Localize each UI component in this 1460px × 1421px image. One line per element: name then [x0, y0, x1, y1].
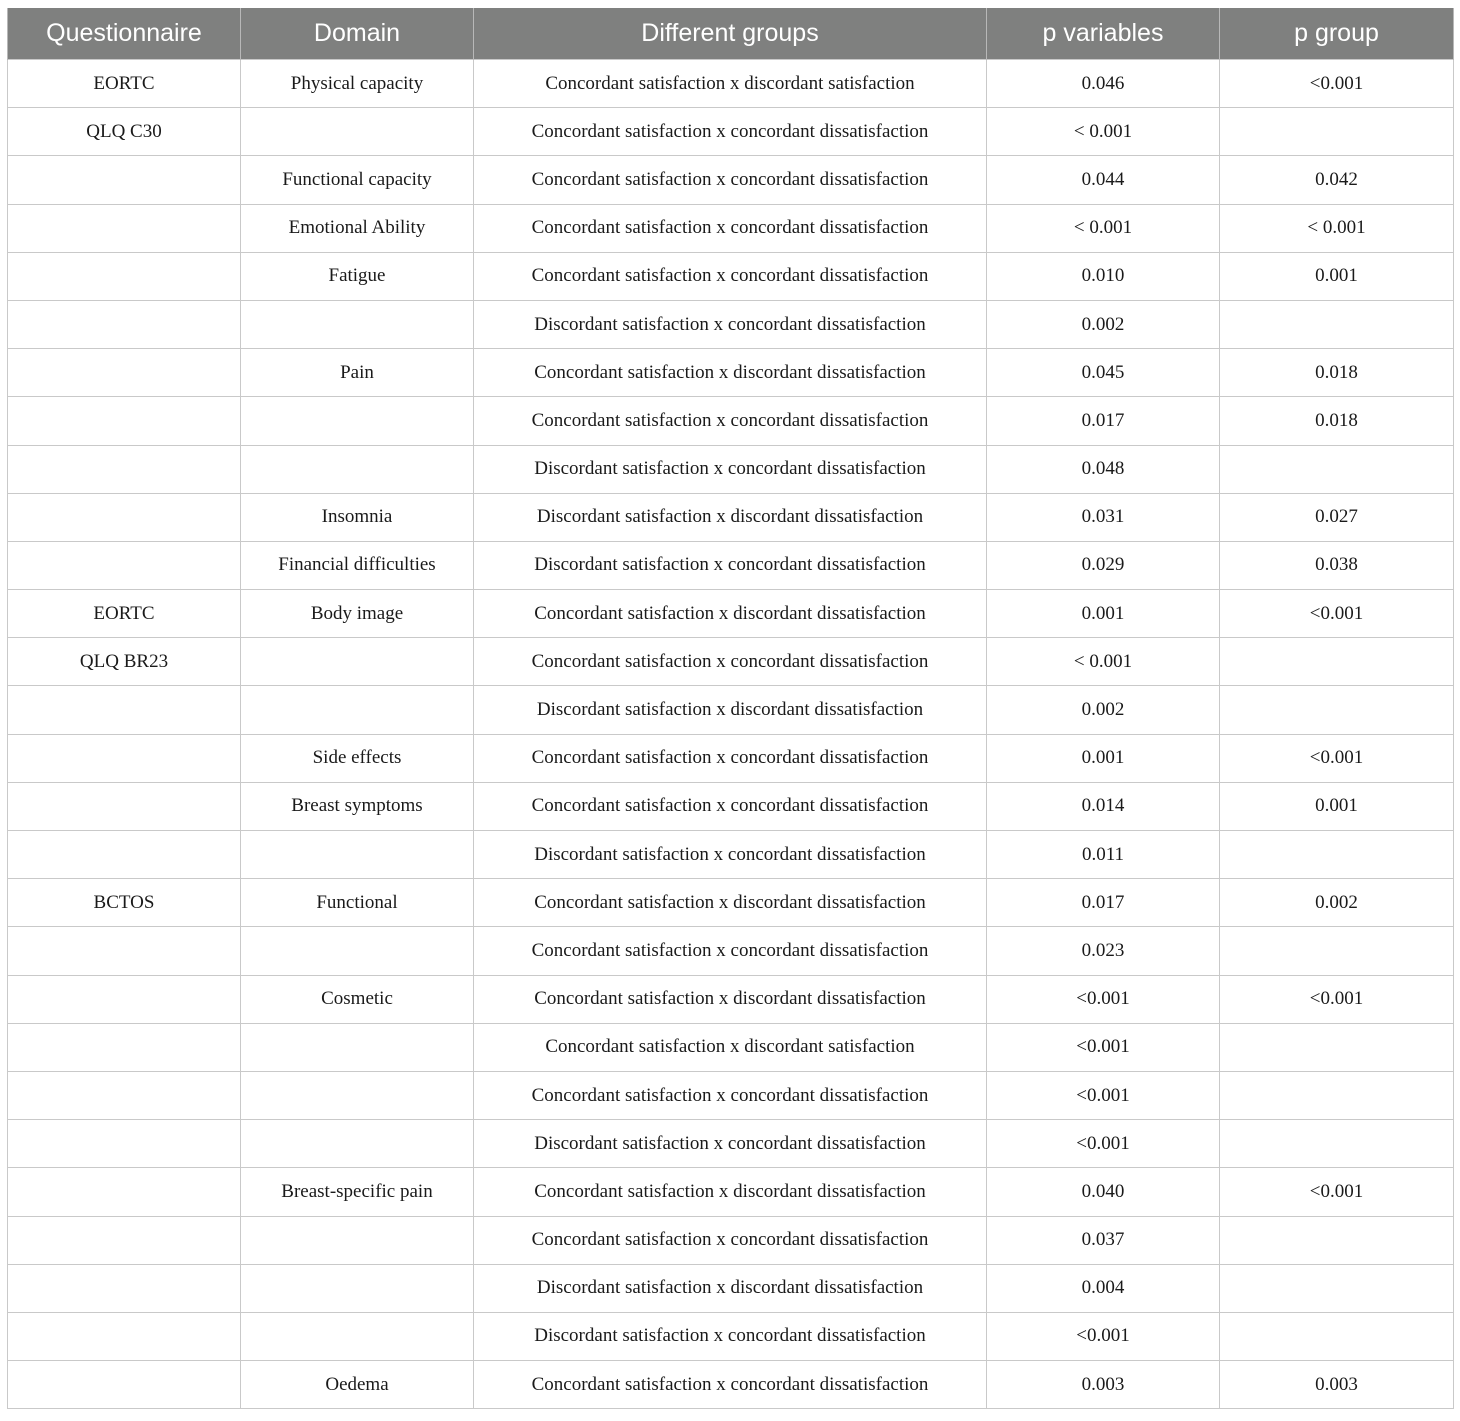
cell-questionnaire [8, 397, 241, 445]
cell-p-variables: 0.002 [987, 686, 1220, 734]
cell-p-group: 0.018 [1220, 349, 1454, 397]
cell-domain [241, 445, 474, 493]
header-different-groups: Different groups [474, 8, 987, 60]
cell-p-group [1220, 1023, 1454, 1071]
header-questionnaire: Questionnaire [8, 8, 241, 60]
cell-different-groups: Concordant satisfaction x discordant dissatisfaction [474, 879, 987, 927]
cell-p-variables: < 0.001 [987, 108, 1220, 156]
table-row [8, 927, 1454, 975]
cell-domain: Physical capacity [241, 60, 474, 108]
cell-p-group [1220, 1120, 1454, 1168]
cell-p-group [1220, 638, 1454, 686]
table-row [8, 734, 1454, 782]
cell-p-group [1220, 1216, 1454, 1264]
cell-questionnaire [8, 1023, 241, 1071]
cell-different-groups: Discordant satisfaction x discordant dissatisfaction [474, 686, 987, 734]
cell-different-groups: Discordant satisfaction x concordant dissatisfaction [474, 1120, 987, 1168]
cell-p-group [1220, 1312, 1454, 1360]
cell-questionnaire [8, 300, 241, 348]
table-row [8, 349, 1454, 397]
cell-domain: Breast-specific pain [241, 1168, 474, 1216]
table-row [8, 108, 1454, 156]
cell-p-variables: 0.011 [987, 831, 1220, 879]
cell-different-groups: Concordant satisfaction x concordant dissatisfaction [474, 927, 987, 975]
cell-different-groups: Discordant satisfaction x concordant dissatisfaction [474, 831, 987, 879]
cell-different-groups: Concordant satisfaction x discordant satisfaction [474, 1023, 987, 1071]
cell-p-group: 0.002 [1220, 879, 1454, 927]
cell-p-group: 0.027 [1220, 493, 1454, 541]
cell-questionnaire [8, 156, 241, 204]
cell-different-groups: Concordant satisfaction x discordant dissatisfaction [474, 590, 987, 638]
table-row [8, 1361, 1454, 1409]
cell-p-group [1220, 1071, 1454, 1119]
cell-p-group: < 0.001 [1220, 204, 1454, 252]
cell-p-group: <0.001 [1220, 60, 1454, 108]
cell-different-groups: Discordant satisfaction x discordant dissatisfaction [474, 493, 987, 541]
cell-p-variables: 0.001 [987, 590, 1220, 638]
cell-domain: Pain [241, 349, 474, 397]
cell-domain: Cosmetic [241, 975, 474, 1023]
cell-p-variables: 0.044 [987, 156, 1220, 204]
cell-questionnaire [8, 493, 241, 541]
cell-different-groups: Concordant satisfaction x concordant dissatisfaction [474, 1361, 987, 1409]
cell-questionnaire [8, 1071, 241, 1119]
cell-p-group: 0.001 [1220, 252, 1454, 300]
results-table-container [7, 8, 1453, 1409]
cell-p-group: 0.001 [1220, 782, 1454, 830]
cell-p-group: 0.038 [1220, 541, 1454, 589]
table-row [8, 1312, 1454, 1360]
cell-p-group: <0.001 [1220, 975, 1454, 1023]
cell-domain [241, 1264, 474, 1312]
cell-different-groups: Concordant satisfaction x concordant dissatisfaction [474, 252, 987, 300]
table-row [8, 975, 1454, 1023]
table-row [8, 1216, 1454, 1264]
table-row [8, 686, 1454, 734]
cell-questionnaire [8, 1312, 241, 1360]
cell-p-group [1220, 831, 1454, 879]
cell-p-variables: 0.017 [987, 879, 1220, 927]
table-row [8, 60, 1454, 108]
table-row [8, 590, 1454, 638]
cell-different-groups: Concordant satisfaction x concordant dissatisfaction [474, 108, 987, 156]
cell-p-variables: < 0.001 [987, 204, 1220, 252]
table-row [8, 1023, 1454, 1071]
table-body [8, 60, 1454, 1409]
cell-p-group: 0.042 [1220, 156, 1454, 204]
cell-questionnaire [8, 541, 241, 589]
cell-domain [241, 1312, 474, 1360]
cell-p-group: <0.001 [1220, 590, 1454, 638]
cell-p-group: 0.018 [1220, 397, 1454, 445]
cell-domain: Functional [241, 879, 474, 927]
cell-different-groups: Concordant satisfaction x discordant dissatisfaction [474, 975, 987, 1023]
table-row [8, 1168, 1454, 1216]
cell-domain [241, 638, 474, 686]
cell-p-group [1220, 927, 1454, 975]
cell-p-variables: 0.023 [987, 927, 1220, 975]
table-row [8, 300, 1454, 348]
cell-domain: Body image [241, 590, 474, 638]
cell-domain [241, 1120, 474, 1168]
cell-different-groups: Concordant satisfaction x discordant dissatisfaction [474, 349, 987, 397]
cell-p-variables: 0.029 [987, 541, 1220, 589]
header-domain: Domain [241, 8, 474, 60]
cell-p-variables: 0.002 [987, 300, 1220, 348]
table-row [8, 1120, 1454, 1168]
cell-domain: Functional capacity [241, 156, 474, 204]
cell-questionnaire [8, 927, 241, 975]
results-table [7, 8, 1454, 1409]
cell-different-groups: Discordant satisfaction x concordant dissatisfaction [474, 1312, 987, 1360]
cell-questionnaire [8, 686, 241, 734]
table-row [8, 156, 1454, 204]
cell-domain: Breast symptoms [241, 782, 474, 830]
cell-p-variables: 0.001 [987, 734, 1220, 782]
cell-p-group [1220, 686, 1454, 734]
cell-domain: Fatigue [241, 252, 474, 300]
table-row [8, 445, 1454, 493]
cell-questionnaire [8, 252, 241, 300]
cell-p-group: <0.001 [1220, 1168, 1454, 1216]
cell-p-variables: 0.048 [987, 445, 1220, 493]
table-row [8, 1264, 1454, 1312]
cell-p-group [1220, 1264, 1454, 1312]
cell-different-groups: Concordant satisfaction x concordant dissatisfaction [474, 397, 987, 445]
table-row [8, 252, 1454, 300]
cell-p-variables: 0.017 [987, 397, 1220, 445]
cell-questionnaire [8, 445, 241, 493]
cell-different-groups: Concordant satisfaction x concordant dissatisfaction [474, 734, 987, 782]
cell-domain [241, 108, 474, 156]
table-row [8, 493, 1454, 541]
table-row [8, 782, 1454, 830]
cell-p-variables: 0.046 [987, 60, 1220, 108]
table-row [8, 879, 1454, 927]
cell-p-variables: 0.040 [987, 1168, 1220, 1216]
cell-domain: Oedema [241, 1361, 474, 1409]
table-row [8, 397, 1454, 445]
cell-questionnaire [8, 831, 241, 879]
cell-questionnaire [8, 1216, 241, 1264]
cell-p-group: 0.003 [1220, 1361, 1454, 1409]
cell-questionnaire [8, 734, 241, 782]
cell-p-group [1220, 445, 1454, 493]
cell-domain [241, 686, 474, 734]
cell-p-variables: 0.014 [987, 782, 1220, 830]
cell-domain [241, 1071, 474, 1119]
cell-questionnaire: QLQ BR23 [8, 638, 241, 686]
cell-domain: Financial difficulties [241, 541, 474, 589]
cell-p-variables: 0.031 [987, 493, 1220, 541]
cell-questionnaire [8, 1120, 241, 1168]
cell-domain: Insomnia [241, 493, 474, 541]
cell-questionnaire [8, 204, 241, 252]
cell-questionnaire [8, 1264, 241, 1312]
header-p-variables: p variables [987, 8, 1220, 60]
cell-different-groups: Concordant satisfaction x discordant dissatisfaction [474, 1168, 987, 1216]
cell-questionnaire [8, 1361, 241, 1409]
cell-domain [241, 927, 474, 975]
cell-p-group: <0.001 [1220, 734, 1454, 782]
cell-different-groups: Concordant satisfaction x concordant dissatisfaction [474, 1071, 987, 1119]
cell-questionnaire [8, 1168, 241, 1216]
cell-domain [241, 1216, 474, 1264]
cell-questionnaire [8, 782, 241, 830]
cell-questionnaire: BCTOS [8, 879, 241, 927]
cell-different-groups: Concordant satisfaction x concordant dissatisfaction [474, 1216, 987, 1264]
cell-p-variables: 0.010 [987, 252, 1220, 300]
cell-questionnaire: EORTC [8, 60, 241, 108]
cell-different-groups: Discordant satisfaction x discordant dissatisfaction [474, 1264, 987, 1312]
table-row [8, 831, 1454, 879]
cell-questionnaire: QLQ C30 [8, 108, 241, 156]
cell-questionnaire [8, 975, 241, 1023]
cell-domain [241, 1023, 474, 1071]
cell-different-groups: Concordant satisfaction x concordant dissatisfaction [474, 638, 987, 686]
cell-domain [241, 397, 474, 445]
cell-questionnaire: EORTC [8, 590, 241, 638]
table-row [8, 541, 1454, 589]
cell-different-groups: Discordant satisfaction x concordant dissatisfaction [474, 300, 987, 348]
cell-p-variables: <0.001 [987, 975, 1220, 1023]
table-row [8, 204, 1454, 252]
cell-different-groups: Discordant satisfaction x concordant dissatisfaction [474, 541, 987, 589]
cell-p-variables: < 0.001 [987, 638, 1220, 686]
table-row [8, 638, 1454, 686]
header-p-group: p group [1220, 8, 1454, 60]
cell-questionnaire [8, 349, 241, 397]
cell-p-variables: <0.001 [987, 1071, 1220, 1119]
cell-p-variables: <0.001 [987, 1023, 1220, 1071]
table-row [8, 1071, 1454, 1119]
header-row [8, 8, 1454, 60]
cell-domain: Emotional Ability [241, 204, 474, 252]
cell-p-variables: 0.004 [987, 1264, 1220, 1312]
cell-p-variables: <0.001 [987, 1312, 1220, 1360]
cell-domain [241, 831, 474, 879]
cell-different-groups: Concordant satisfaction x discordant satisfaction [474, 60, 987, 108]
cell-domain: Side effects [241, 734, 474, 782]
cell-p-variables: 0.003 [987, 1361, 1220, 1409]
cell-different-groups: Discordant satisfaction x concordant dissatisfaction [474, 445, 987, 493]
cell-p-group [1220, 108, 1454, 156]
cell-p-variables: 0.045 [987, 349, 1220, 397]
cell-p-variables: <0.001 [987, 1120, 1220, 1168]
cell-different-groups: Concordant satisfaction x concordant dissatisfaction [474, 782, 987, 830]
cell-different-groups: Concordant satisfaction x concordant dissatisfaction [474, 156, 987, 204]
cell-p-group [1220, 300, 1454, 348]
table-header [8, 8, 1454, 60]
cell-different-groups: Concordant satisfaction x concordant dissatisfaction [474, 204, 987, 252]
cell-p-variables: 0.037 [987, 1216, 1220, 1264]
cell-domain [241, 300, 474, 348]
